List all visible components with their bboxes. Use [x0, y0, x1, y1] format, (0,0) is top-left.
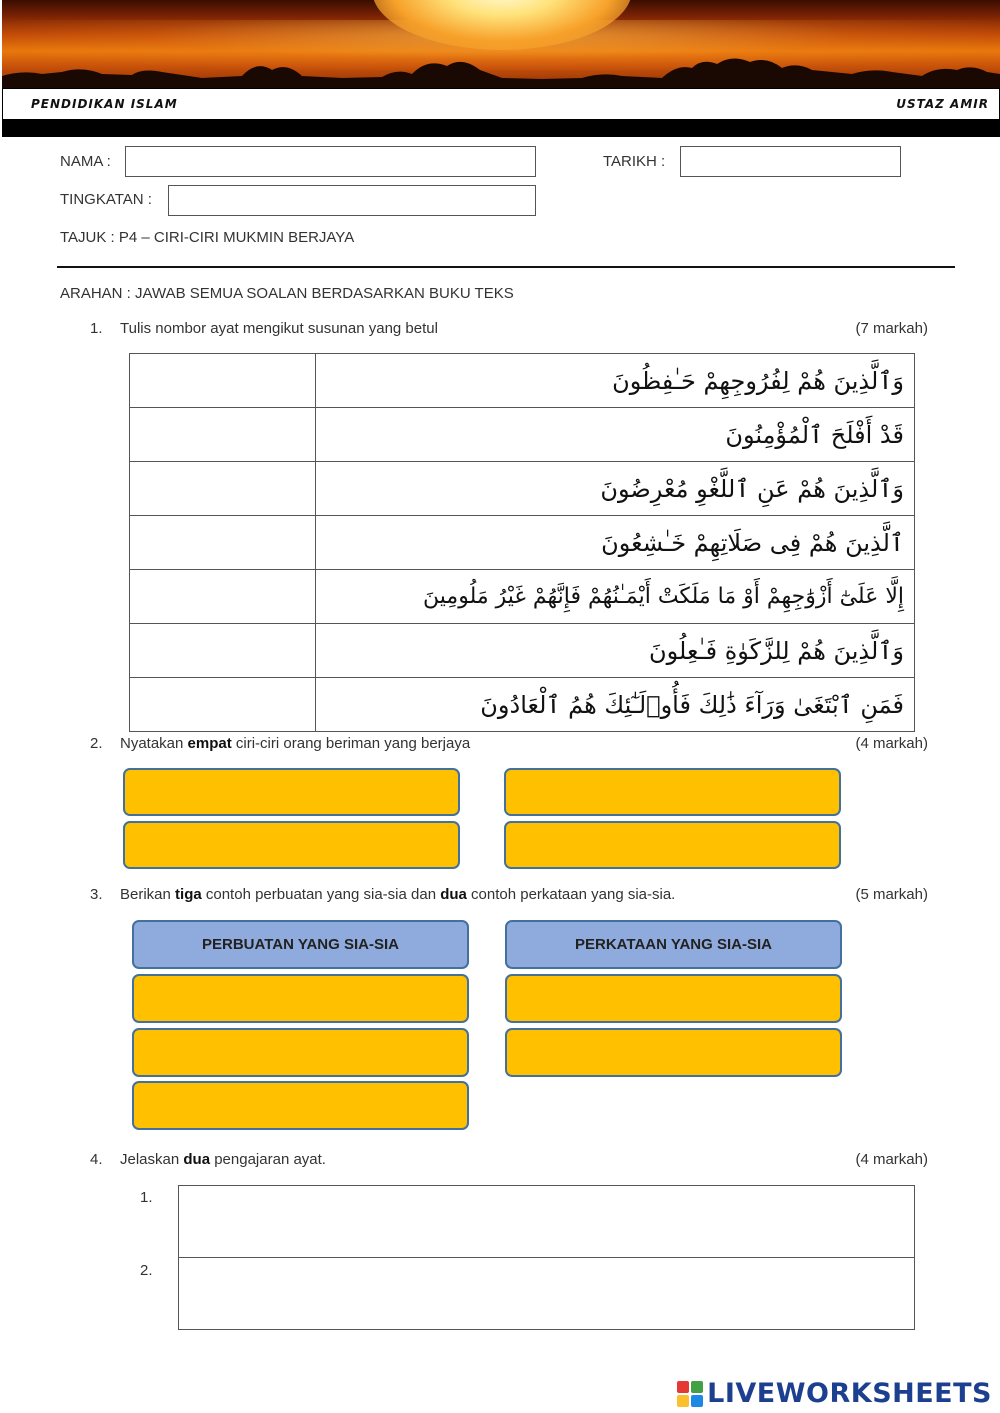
table-row	[130, 624, 915, 678]
question-text-bold: dua	[440, 886, 467, 903]
table-row	[130, 354, 915, 408]
header-divider	[2, 120, 1000, 137]
question-marks: (4 markah)	[855, 735, 928, 752]
perbuatan-header: PERBUATAN YANG SIA-SIA	[132, 920, 469, 969]
header-banner	[2, 0, 1000, 88]
verse-number-input[interactable]	[130, 408, 316, 462]
verse-number-input[interactable]	[130, 678, 316, 732]
question-text-bold: tiga	[175, 886, 202, 903]
question-text-part: contoh perbuatan yang sia-sia dan	[201, 886, 441, 903]
answer-box[interactable]	[123, 768, 460, 816]
logo-mark-icon	[677, 1381, 703, 1407]
table-row	[130, 516, 915, 570]
tajuk-label: TAJUK : P4 – CIRI-CIRI MUKMIN BERJAYA	[60, 229, 355, 246]
question-number: 2.	[90, 735, 103, 752]
question-text-part: contoh perkataan yang sia-sia.	[466, 886, 676, 903]
logo-text: LIVEWORKSHEETS	[707, 1378, 992, 1409]
verse-text: وَٱلَّذِينَ هُمْ لِلزَّكَوٰةِ فَـٰعِلُونَ	[316, 624, 915, 678]
verse-text: ٱلَّذِينَ هُمْ فِى صَلَاتِهِمْ خَـٰشِعُونَ	[316, 516, 915, 570]
question-text	[120, 886, 838, 903]
verse-number-input[interactable]	[130, 570, 316, 624]
subject-title: PENDIDIKAN ISLAM	[31, 97, 178, 111]
question-marks: (4 markah)	[855, 1151, 928, 1168]
nama-label: NAMA :	[60, 153, 111, 170]
verse-number-input[interactable]	[130, 462, 316, 516]
question-text	[120, 1151, 838, 1168]
answer-box[interactable]	[505, 1028, 842, 1077]
arahan-text: ARAHAN : JAWAB SEMUA SOALAN BERDASARKAN BUKU TEKS	[60, 285, 514, 302]
question-number: 3.	[90, 886, 103, 903]
treeline-silhouette	[2, 48, 1000, 88]
question-text-part: pengajaran ayat.	[210, 1151, 326, 1168]
verse-text: قَدْ أَفْلَحَ ٱلْمُؤْمِنُونَ	[316, 408, 915, 462]
nama-input[interactable]	[125, 146, 536, 177]
question-text-part: Berikan	[120, 886, 176, 903]
answer-box[interactable]	[504, 768, 841, 816]
explanation-input-2[interactable]	[179, 1258, 914, 1330]
answer-box[interactable]	[504, 821, 841, 869]
question-text	[120, 735, 838, 752]
verse-number-input[interactable]	[130, 354, 316, 408]
verse-number-input[interactable]	[130, 516, 316, 570]
verse-number-input[interactable]	[130, 624, 316, 678]
perkataan-header: PERKATAAN YANG SIA-SIA	[505, 920, 842, 969]
question-text-part: Jelaskan	[120, 1151, 184, 1168]
question-marks: (5 markah)	[855, 886, 928, 903]
table-row	[130, 570, 915, 624]
answer-number: 1.	[140, 1189, 153, 1206]
question-number: 1.	[90, 320, 103, 337]
section-divider	[57, 266, 955, 268]
verse-text: وَٱلَّذِينَ هُمْ عَنِ ٱللَّغْوِ مُعْرِضُونَ	[316, 462, 915, 516]
explanation-answer-area	[178, 1185, 915, 1330]
answer-number: 2.	[140, 1262, 153, 1279]
liveworksheets-logo	[677, 1378, 992, 1409]
tarikh-label: TARIKH :	[603, 153, 666, 170]
verse-text: فَمَنِ ٱبْتَغَىٰ وَرَآءَ ذَٰلِكَ فَأُو۟لَـٰٓئِكَ هُمُ ٱلْعَادُونَ	[316, 678, 915, 732]
question-text-bold: empat	[187, 735, 232, 752]
question-4	[90, 1151, 928, 1168]
answer-box[interactable]	[123, 821, 460, 869]
teacher-name: USTAZ AMIR	[896, 97, 989, 111]
question-2	[90, 735, 928, 752]
question-text-bold: dua	[183, 1151, 211, 1168]
question-text: Tulis nombor ayat mengikut susunan yang betul	[120, 320, 438, 337]
question-number: 4.	[90, 1151, 103, 1168]
table-row	[130, 462, 915, 516]
answer-box[interactable]	[132, 1081, 469, 1130]
title-bar	[2, 88, 1000, 120]
question-3	[90, 886, 928, 903]
explanation-input-1[interactable]	[179, 1186, 914, 1257]
question-text-part: ciri-ciri orang beriman yang berjaya	[231, 735, 471, 752]
tingkatan-input[interactable]	[168, 185, 536, 216]
table-row	[130, 678, 915, 732]
question-marks: (7 markah)	[855, 320, 928, 337]
question-text-part: Nyatakan	[120, 735, 188, 752]
tingkatan-label: TINGKATAN :	[60, 191, 152, 208]
answer-box[interactable]	[132, 1028, 469, 1077]
verse-text: وَٱلَّذِينَ هُمْ لِفُرُوجِهِمْ حَـٰفِظُونَ	[316, 354, 915, 408]
answer-box[interactable]	[132, 974, 469, 1023]
verse-text: إِلَّا عَلَىٰٓ أَزْوَٰجِهِمْ أَوْ مَا مَلَكَتْ أَيْمَـٰنُهُمْ فَإِنَّهُمْ غَيْرُ مَلُومِينَ	[316, 570, 915, 624]
table-row	[130, 408, 915, 462]
answer-box[interactable]	[505, 974, 842, 1023]
question-1	[90, 320, 928, 337]
tarikh-input[interactable]	[680, 146, 901, 177]
verse-order-table	[129, 353, 915, 732]
